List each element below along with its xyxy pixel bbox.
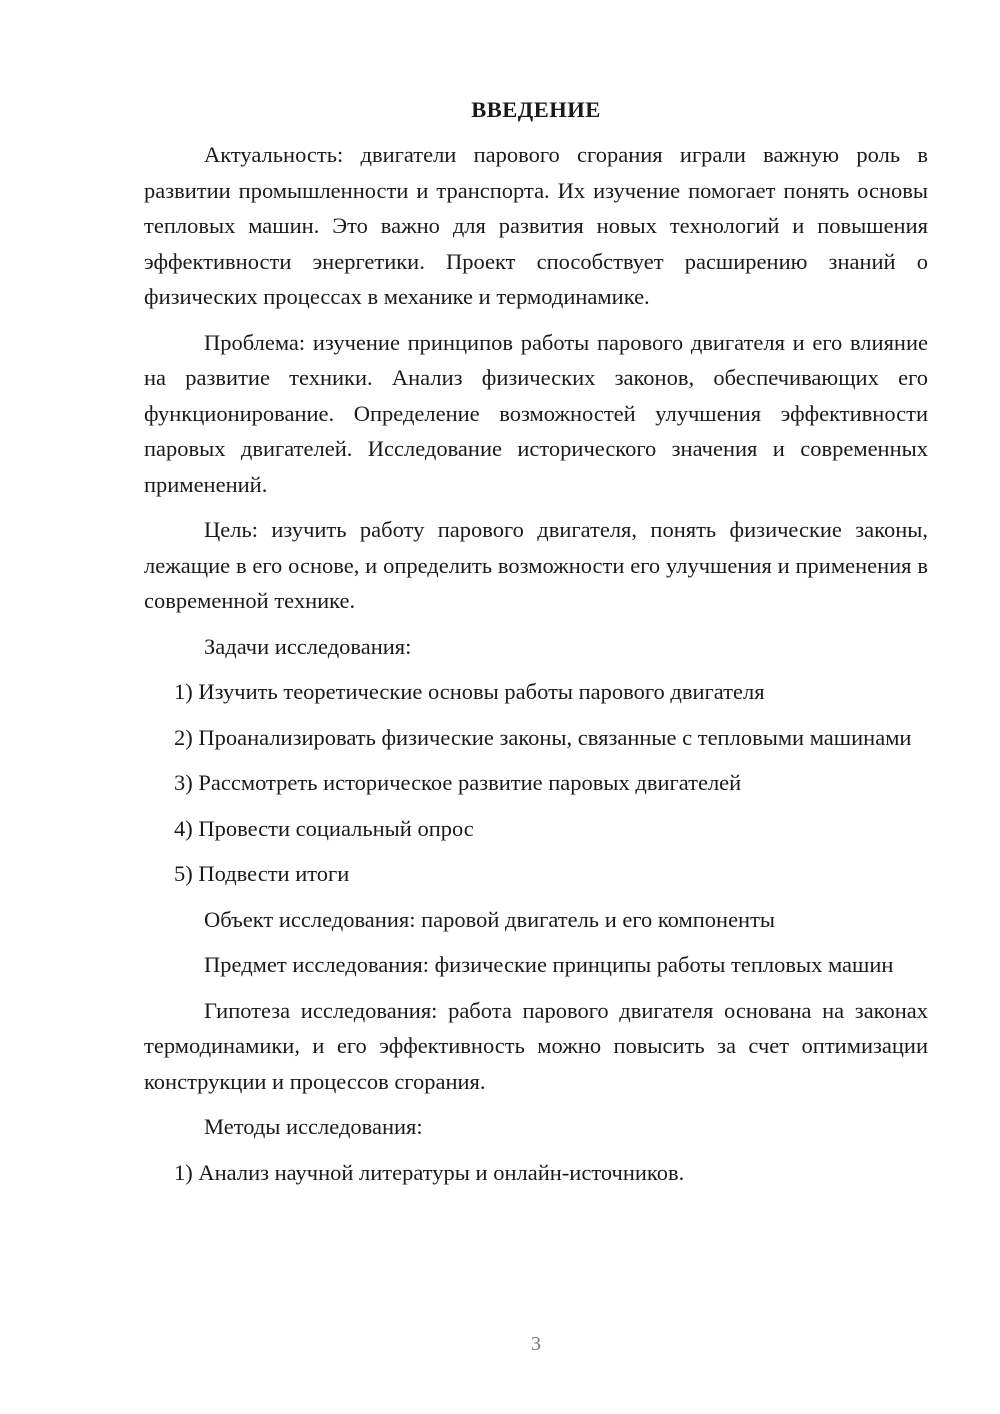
paragraph-relevance: Актуальность: двигатели парового сгорания играли важную роль в развитии промышленности и транспорта. Их изучение помогает понять основы тепловых машин. Это важно для развития новых технологий и повышения эффективности энергетики. Проект способствует расширению знаний о физических процессах в механике и термодинамике. [144, 142, 928, 309]
paragraph-hypothesis: Гипотеза исследования: работа парового двигателя основана на законах термодинамики, и его эффективность можно повысить за счет оптимизации конструкции и процессов сгорания. [144, 997, 928, 1094]
method-item-1: 1) Анализ научной литературы и онлайн-источников. [174, 1159, 685, 1185]
task-item-5: 5) Подвести итоги [174, 861, 350, 886]
paragraph-methods-heading: Методы исследования: [204, 1114, 423, 1139]
task-item-4: 4) Провести социальный опрос [174, 815, 474, 841]
task-item-3: 3) Рассмотреть историческое развитие паровых двигателей [174, 770, 742, 795]
section-title: ВВЕДЕНИЕ [471, 97, 601, 122]
page-number: 3 [531, 1333, 541, 1355]
paragraph-subject: Предмет исследования: физические принципы работы тепловых машин [204, 952, 894, 977]
paragraph-object: Объект исследования: паровой двигатель и его компоненты [204, 906, 776, 932]
page-content [144, 92, 928, 1190]
paragraph-goal: Цель: изучить работу парового двигателя, понять физические законы, лежащие в его основе, и определить возможности его улучшения и применения в современной технике. [144, 517, 928, 613]
task-item-2: 2) Проанализировать физические законы, связанные с тепловыми машинами [174, 724, 912, 750]
paragraph-tasks-heading: Задачи исследования: [204, 633, 412, 659]
task-item-1: 1) Изучить теоретические основы работы парового двигателя [174, 679, 765, 704]
paragraph-problem: Проблема: изучение принципов работы парового двигателя и его влияние на развитие техники. Анализ физических законов, обеспечивающих его функционирование. Определение возможностей улучшения эффективности паровых двигателей. Исследование исторического значения и современных применений. [144, 329, 928, 497]
